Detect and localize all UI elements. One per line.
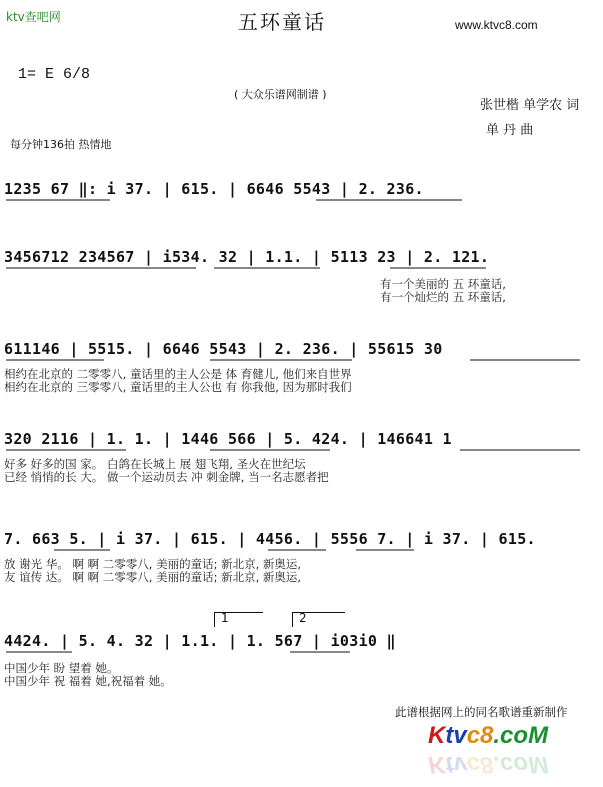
logo-tv: tv [445,722,467,749]
score-line-4: 320 2116 | 1. 1. | 1446 566 | 5. 424. | 146641 1 [4,430,452,448]
lyrics-line-5b: 友 谊传 达。 啊 啊 二零零八, 美丽的童话; 新北京, 新奥运, [4,570,302,584]
logo-ref-tv: tv [445,751,467,778]
lyrics-line-3a: 相约在北京的 二零零八, 童话里的主人公是 体 育健儿, 他们来自世界 [4,367,352,381]
site-url: www.ktvc8.com [455,18,538,32]
lyrics-line-4b: 已经 悄悄的长 大。 做一个运动员去 冲 刺金牌, 当一名志愿者把 [4,470,329,484]
volta-2-label: 2 [299,611,307,625]
song-title: 五环童话 [238,10,326,34]
lyricist: 张世楷 单学农 词 [480,98,580,113]
logo-com: .coM [493,722,549,749]
lyrics-line-3b: 相约在北京的 三零零八, 童话里的主人公也 有 你我他, 因为那时我们 [4,380,352,394]
footer-note: 此谱根据网上的同名歌谱重新制作 [395,705,568,719]
logo-c8: c8 [466,722,494,749]
lyrics-line-5a: 放 谢光 华。 啊 啊 二零零八, 美丽的童话; 新北京, 新奥运, [4,557,302,571]
tempo-marking: 每分钟136拍 热情地 [10,138,112,151]
key-signature: 1= E 6/8 [18,66,91,83]
score-line-1: 1235 67 ‖: i 37. | 615. | 6646 5543 | 2. 236. [4,180,424,198]
logo-k: K [428,722,446,749]
lyrics-line-4a: 好多 好多的国 家。 白鸽在长城上 展 翅飞翔, 圣火在世纪坛 [4,457,306,471]
logo-ref-k: K [428,751,446,778]
composer: 单 丹 曲 [486,123,534,138]
score-line-2: 3456712 234567 | i534. 32 | 1.1. | 5113 23 | 2. 121. [4,248,490,266]
volta-1-label: 1 [221,611,229,625]
watermark-top: ktv查吧网 [6,10,61,24]
score-line-5: 7. 663 5. | i 37. | 615. | 4456. | 5556 7. | i 37. | 615. [4,530,536,548]
logo-ref-com: .coM [493,751,549,778]
score-maker: ( 大众乐谱网制谱 ) [234,88,327,101]
lyrics-line-2a: 有一个美丽的 五 环童话, [380,277,506,291]
score-line-6: 4424. | 5. 4. 32 | 1.1. | 1. 567 | i03i0 ‖ [4,632,396,650]
logo-ref-c8: c8 [466,751,494,778]
score-line-3: 611146 | 5515. | 6646 5543 | 2. 236. | 55615 30 [4,340,443,358]
lyrics-line-6b: 中国少年 祝 福着 她,祝福着 她。 [4,674,172,688]
lyrics-line-2b: 有一个灿烂的 五 环童话, [380,290,506,304]
lyrics-line-6a: 中国少年 盼 望着 她。 [4,661,119,675]
